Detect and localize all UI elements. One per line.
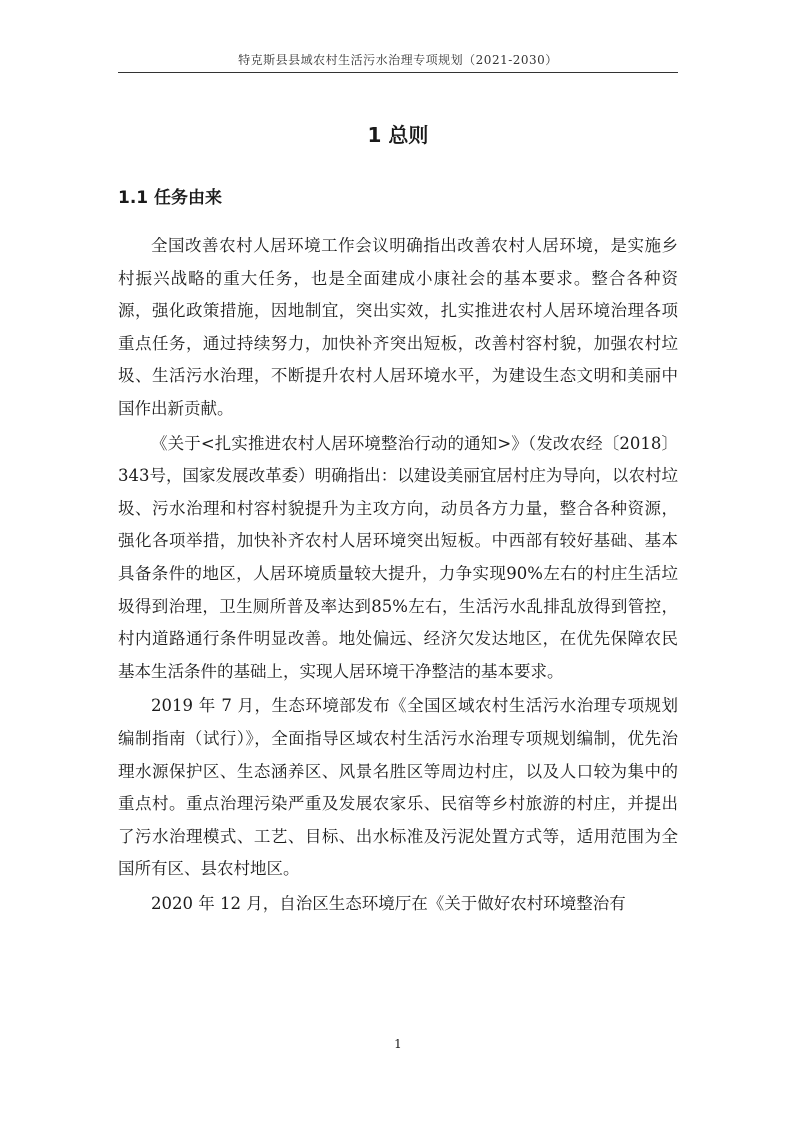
paragraph-1: 全国改善农村人居环境工作会议明确指出改善农村人居环境，是实施乡村振兴战略的重大任务，也是全面建成小康社会的基本要求。整合各种资源，强化政策措施，因地制宜，突出实效，扎实推进农村人居环境治理各项重点任务，通过持续努力，加快补齐突出短板，改善村容村貌，加强农村垃圾、生活污水治理，不断提升农村人居环境水平，为建设生态文明和美丽中国作出新贡献。 (118, 236, 678, 418)
running-header: 特克斯县县域农村生活污水治理专项规划（2021-2030） (118, 48, 678, 73)
body-text (118, 230, 678, 922)
paragraph-4: 2020 年 12 月，自治区生态环境厅在《关于做好农村环境整治有 (151, 893, 626, 913)
paragraph-2: 《关于<扎实推进农村人居环境整治行动的通知>》（发改农经〔2018〕343号，国家发展改革委）明确指出：以建设美丽宜居村庄为导向，以农村垃圾、污水治理和村容村貌提升为主攻方向，动员各方力量，整合各种资源，强化各项举措，加快补齐农村人居环境突出短板。中西部有较好基础、基本具备条件的地区，人居环境质量较大提升，力争实现90%左右的村庄生活垃圾得到治理，卫生厕所普及率达到85%左右，生活污水乱排乱放得到管控，村内道路通行条件明显改善。地处偏远、经济欠发达地区，在优先保障农民基本生活条件的基础上，实现人居环境干净整洁的基本要求。 (118, 433, 678, 681)
page-number: 1 (394, 1037, 402, 1051)
chapter-title: 1 总则 (367, 123, 429, 147)
section-title: 1.1 任务由来 (118, 188, 223, 208)
paragraph-3: 2019 年 7 月，生态环境部发布《全国区域农村生活污水治理专项规划编制指南（试行）》，全面指导区域农村生活污水治理专项规划编制，优先治理水源保护区、生态涵养区、风景名胜区等周边村庄，以及人口较为集中的重点村。重点治理污染严重及发展农家乐、民宿等乡村旅游的村庄，并提出了污水治理模式、工艺、目标、出水标准及污泥处置方式等，适用范围为全国所有区、县农村地区。 (118, 696, 678, 879)
